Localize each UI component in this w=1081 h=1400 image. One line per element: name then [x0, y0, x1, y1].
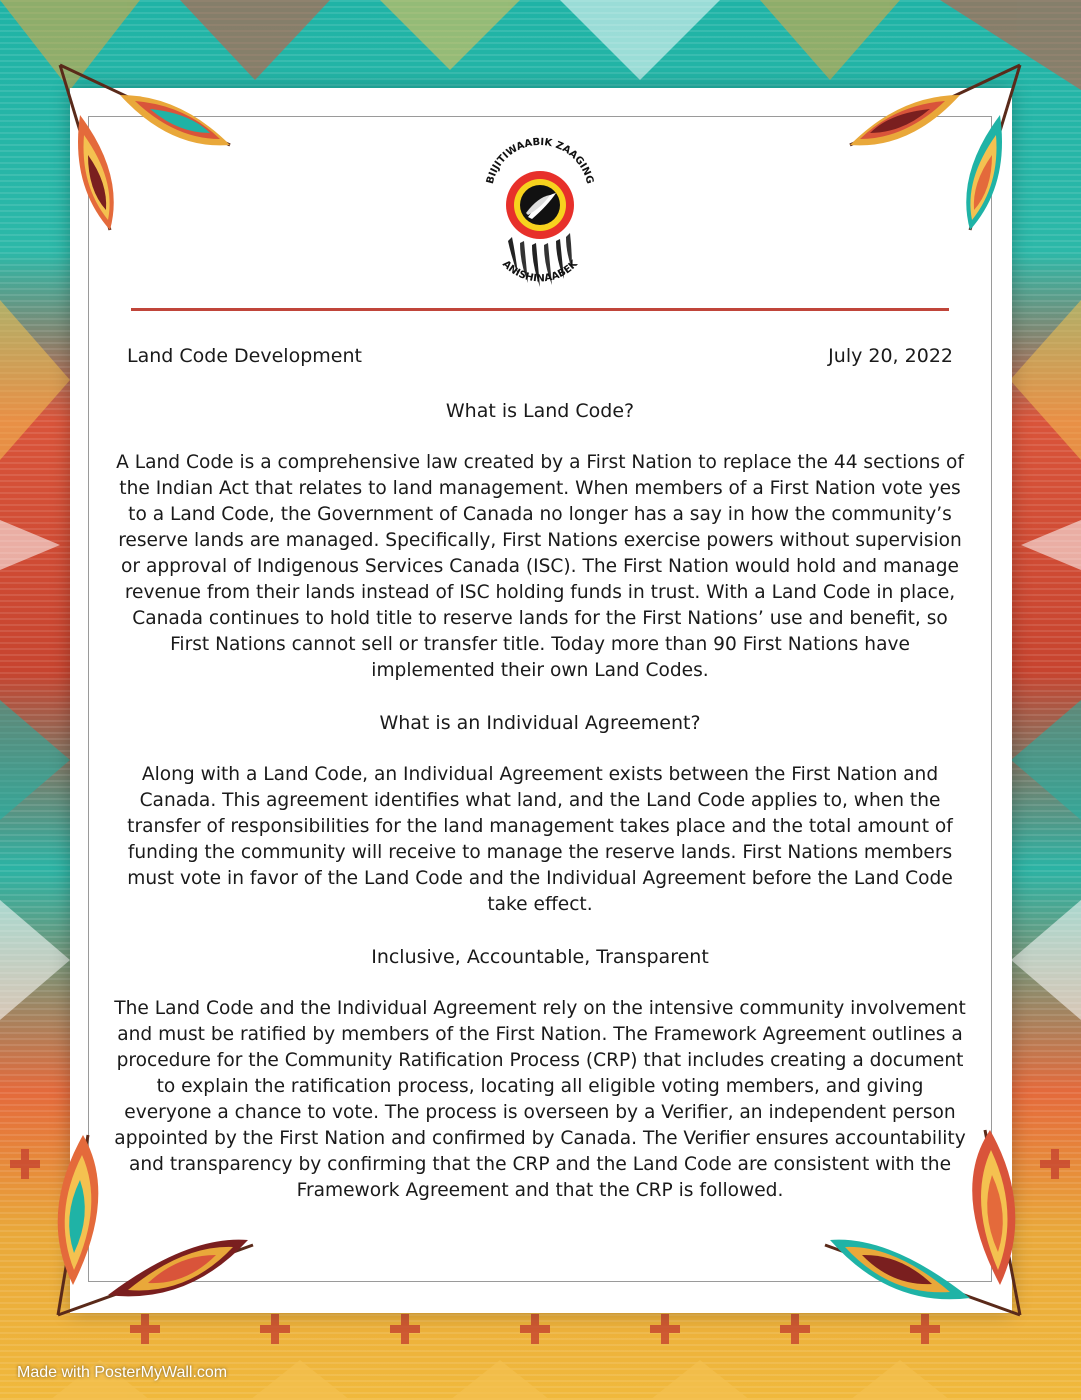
- logo-top-text: BIIJITIWAABIK ZAAGING: [484, 136, 596, 186]
- feather-bottom-left-icon: [38, 1125, 258, 1325]
- poster-credit: Made with PosterMyWall.com: [17, 1364, 228, 1381]
- section-paragraph: A Land Code is a comprehensive law created by a First Nation to replace the 44 sections of the Indian Act that relates to land management. When members of a First Nation vote yes to a Land Code, the Government of Canada no longer has a say in how the community’s reserve lands are managed. Specifically, First Nations exercise powers without supervision or approval of Indigenous Services Canada (ISC). The First Nation would hold and manage revenue from their lands instead of ISC holding funds in trust. With a Land Code in place, Canada continues to hold title to reserve lands for the First Nations’ use and benefit, so First Nations cannot sell or transfer title. Today more than 90 First Nations have implemented their own Land Codes.: [116, 452, 964, 681]
- logo-bottom-text: ANISHINAABEK: [500, 258, 580, 285]
- feather-bottom-right-icon: [820, 1120, 1040, 1325]
- header-divider: [131, 308, 949, 311]
- first-nation-logo: [478, 133, 602, 305]
- section-paragraph: The Land Code and the Individual Agreement rely on the intensive community involvement and must be ratified by members of the First Nation. The Framework Agreement outlines a procedure for the Community Ratification Process (CRP) that includes creating a document to explain the ratification process, locating all eligible voting members, and giving everyone a chance to vote. The process is overseen by a Verifier, an independent person appointed by the First Nation and confirmed by Canada. The Verifier ensures accountability and transparency by confirming that the CRP and the Land Code are consistent with the Framework Agreement and that the CRP is followed.: [114, 998, 966, 1201]
- document-title: Land Code Development: [127, 345, 362, 367]
- section-heading: Inclusive, Accountable, Transparent: [371, 946, 709, 968]
- feather-top-left-icon: [50, 55, 240, 245]
- section-heading: What is an Individual Agreement?: [379, 712, 701, 734]
- document-body: [112, 398, 968, 1230]
- feather-top-right-icon: [840, 55, 1030, 245]
- document-date: July 20, 2022: [828, 345, 953, 367]
- section-heading: What is Land Code?: [445, 400, 635, 422]
- section-paragraph: Along with a Land Code, an Individual Agreement exists between the First Nation and Canada. This agreement identifies what land, and the Land Code applies to, when the transfer of responsibilities for the land management takes place and the total amount of funding the community will receive to manage the reserve lands. First Nations members must vote in favor of the Land Code and the Individual Agreement before the Land Code take effect.: [127, 764, 953, 915]
